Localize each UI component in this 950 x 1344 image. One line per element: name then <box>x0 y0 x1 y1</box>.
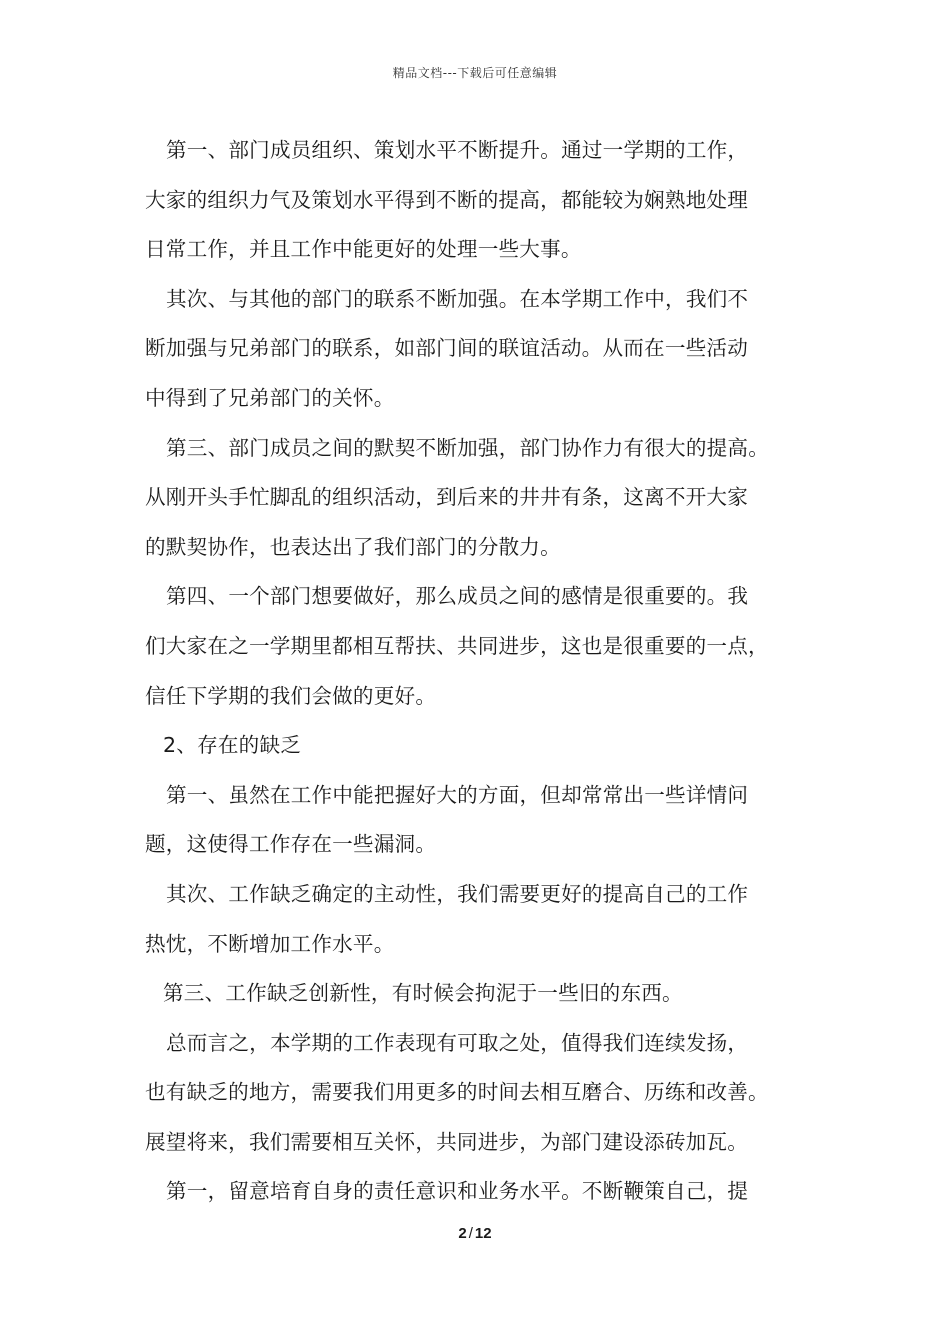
paragraph-line: 题，这使得工作存在一些漏洞。 <box>145 832 437 857</box>
paragraph-line: 中得到了兄弟部门的关怀。 <box>145 385 395 410</box>
paragraph-line: 的默契协作，也表达出了我们部门的分散力。 <box>145 534 561 559</box>
paragraph-line: 热忱，不断增加工作水平。 <box>145 931 395 956</box>
paragraph-line: 信任下学期的我们会做的更好。 <box>145 683 437 708</box>
paragraph-line: 第三、工作缺乏创新性，有时候会拘泥于一些旧的东西。 <box>163 981 683 1006</box>
paragraph-line: 大家的组织力气及策划水平得到不断的提高，都能较为娴熟地处理 <box>145 187 749 212</box>
paragraph-line: 第四、一个部门想要做好，那么成员之间的感情是很重要的。我 <box>166 584 749 609</box>
paragraph-line: 第三、部门成员之间的默契不断加强，部门协作力有很大的提高。 <box>166 435 770 460</box>
paragraph-line: 也有缺乏的地方，需要我们用更多的时间去相互磨合、历练和改善。 <box>145 1080 769 1105</box>
paragraph-line: 其次、与其他的部门的联系不断加强。在本学期工作中，我们不 <box>166 286 749 311</box>
page-separator: / <box>468 1225 473 1242</box>
current-page: 2 <box>458 1225 467 1242</box>
paragraph-line: 第一，留意培育自身的责任意识和业务水平。不断鞭策自己，提 <box>166 1179 749 1204</box>
page-header: 精品文档---下载后可任意编辑 <box>392 66 558 80</box>
paragraph-line: 第一、部门成员组织、策划水平不断提升。通过一学期的工作， <box>166 138 749 162</box>
paragraph-line: 第一、虽然在工作中能把握好大的方面，但却常常出一些详情问 <box>166 782 749 807</box>
paragraph-line: 们大家在之一学期里都相互帮扶、共同进步，这也是很重要的一点， <box>145 633 769 658</box>
total-pages: 12 <box>474 1225 492 1242</box>
paragraph-line: 日常工作，并且工作中能更好的处理一些大事。 <box>145 237 582 262</box>
section-heading: 2、存在的缺乏 <box>163 733 302 758</box>
paragraph-line: 断加强与兄弟部门的联系，如部门间的联谊活动。从而在一些活动 <box>145 336 749 361</box>
page-number <box>0 1225 950 1242</box>
paragraph-line: 其次、工作缺乏确定的主动性，我们需要更好的提高自己的工作 <box>166 881 749 906</box>
paragraph-line: 总而言之，本学期的工作表现有可取之处，值得我们连续发扬， <box>166 1030 749 1055</box>
document-body <box>145 126 825 1217</box>
paragraph-line: 从刚开头手忙脚乱的组织活动，到后来的井井有条，这离不开大家 <box>145 485 749 510</box>
paragraph-line: 展望将来，我们需要相互关怀，共同进步，为部门建设添砖加瓦。 <box>145 1129 749 1154</box>
